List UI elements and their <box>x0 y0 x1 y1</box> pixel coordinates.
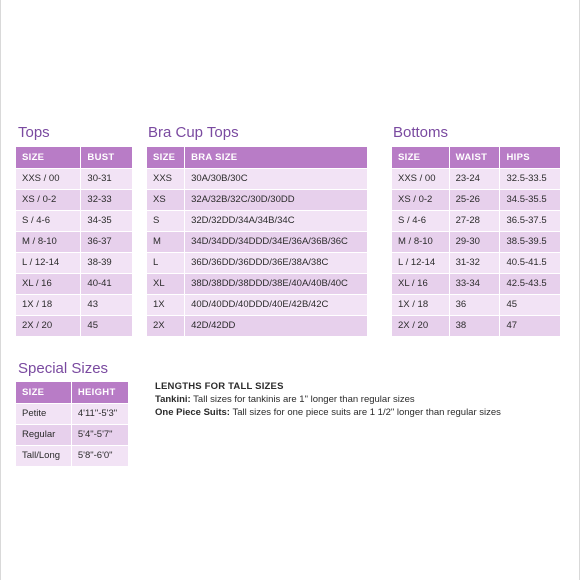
table-cell: 38 <box>450 316 501 336</box>
table-header-row <box>16 382 128 403</box>
table-cell: 45 <box>81 316 132 336</box>
special-sizes-table <box>16 381 128 467</box>
table-row <box>147 211 367 231</box>
table-cell: 1X / 18 <box>392 295 450 315</box>
table-header-row <box>147 147 367 168</box>
tops-table <box>16 146 132 337</box>
table-cell: 30A/30B/30C <box>185 169 367 189</box>
table-cell: 40-41 <box>81 274 132 294</box>
table-cell: XL / 16 <box>392 274 450 294</box>
table-row <box>16 274 132 294</box>
table-cell: 36-37 <box>81 232 132 252</box>
table-cell: M / 8-10 <box>392 232 450 252</box>
table-cell: 33-34 <box>450 274 501 294</box>
table-row <box>392 232 560 252</box>
table-row <box>392 316 560 336</box>
table-cell: 34-35 <box>81 211 132 231</box>
table-row <box>147 169 367 189</box>
table-cell: 40D/40DD/40DDD/40E/42B/42C <box>185 295 367 315</box>
table-cell: L <box>147 253 185 273</box>
tall-sizes-note <box>155 380 575 419</box>
table-cell: 32.5-33.5 <box>500 169 560 189</box>
table-row <box>392 253 560 273</box>
column-header: SIZE <box>16 382 72 403</box>
one-piece-text: Tall sizes for one piece suits are 1 1/2" longer than regular sizes <box>229 407 501 418</box>
table-cell: 42.5-43.5 <box>500 274 560 294</box>
table-cell: 38-39 <box>81 253 132 273</box>
table-cell: XL <box>147 274 185 294</box>
column-header: SIZE <box>392 147 450 168</box>
table-row <box>392 211 560 231</box>
one-piece-note <box>155 406 575 419</box>
table-row <box>16 316 132 336</box>
bra-cup-tops-table <box>147 146 367 337</box>
table-row <box>392 169 560 189</box>
table-cell: S <box>147 211 185 231</box>
table-cell: 27-28 <box>450 211 501 231</box>
table-row <box>392 295 560 315</box>
table-cell: 45 <box>500 295 560 315</box>
column-header: BRA SIZE <box>185 147 367 168</box>
table-cell: 25-26 <box>450 190 501 210</box>
table-cell: M / 8-10 <box>16 232 81 252</box>
table-cell: 34D/34DD/34DDD/34E/36A/36B/36C <box>185 232 367 252</box>
table-cell: 31-32 <box>450 253 501 273</box>
table-cell: 32-33 <box>81 190 132 210</box>
table-row <box>147 232 367 252</box>
table-row <box>392 190 560 210</box>
table-cell: 36D/36DD/36DDD/36E/38A/38C <box>185 253 367 273</box>
table-cell: XL / 16 <box>16 274 81 294</box>
table-row <box>16 295 132 315</box>
table-cell: 2X / 20 <box>392 316 450 336</box>
table-cell: XXS <box>147 169 185 189</box>
table-cell: 42D/42DD <box>185 316 367 336</box>
table-row <box>16 190 132 210</box>
table-cell: 32A/32B/32C/30D/30DD <box>185 190 367 210</box>
column-header: SIZE <box>16 147 81 168</box>
bottoms-table <box>392 146 560 337</box>
column-header: WAIST <box>450 147 501 168</box>
table-cell: 4'11"-5'3" <box>72 404 128 424</box>
table-cell: XXS / 00 <box>16 169 81 189</box>
table-cell: 2X <box>147 316 185 336</box>
column-header: HIPS <box>500 147 560 168</box>
table-cell: S / 4-6 <box>16 211 81 231</box>
table-cell: 30-31 <box>81 169 132 189</box>
table-row <box>16 425 128 445</box>
table-row <box>147 190 367 210</box>
table-cell: 38D/38DD/38DDD/38E/40A/40B/40C <box>185 274 367 294</box>
bottoms-title: Bottoms <box>393 124 449 141</box>
table-cell: XXS / 00 <box>392 169 450 189</box>
table-cell: L / 12-14 <box>16 253 81 273</box>
tankini-note <box>155 393 575 406</box>
table-cell: M <box>147 232 185 252</box>
table-header-row <box>392 147 560 168</box>
table-cell: XS <box>147 190 185 210</box>
table-row <box>147 295 367 315</box>
special-sizes-title: Special Sizes <box>18 360 109 377</box>
table-row <box>147 316 367 336</box>
table-cell: Tall/Long <box>16 446 72 466</box>
table-row <box>16 253 132 273</box>
table-cell: Petite <box>16 404 72 424</box>
table-cell: 29-30 <box>450 232 501 252</box>
column-header: BUST <box>81 147 132 168</box>
table-cell: XS / 0-2 <box>16 190 81 210</box>
tops-title: Tops <box>18 124 50 141</box>
table-row <box>16 232 132 252</box>
table-cell: 47 <box>500 316 560 336</box>
tankini-text: Tall sizes for tankinis are 1" longer than regular sizes <box>190 394 415 405</box>
table-cell: 36.5-37.5 <box>500 211 560 231</box>
table-cell: Regular <box>16 425 72 445</box>
table-cell: S / 4-6 <box>392 211 450 231</box>
table-row <box>392 274 560 294</box>
table-row <box>16 446 128 466</box>
table-row <box>147 253 367 273</box>
table-header-row <box>16 147 132 168</box>
table-cell: 5'8"-6'0" <box>72 446 128 466</box>
table-cell: 34.5-35.5 <box>500 190 560 210</box>
table-row <box>16 169 132 189</box>
table-cell: 32D/32DD/34A/34B/34C <box>185 211 367 231</box>
table-cell: 5'4"-5'7" <box>72 425 128 445</box>
one-piece-label: One Piece Suits: <box>155 407 230 418</box>
table-cell: XS / 0-2 <box>392 190 450 210</box>
table-row <box>147 274 367 294</box>
bra-cup-tops-title: Bra Cup Tops <box>148 124 239 141</box>
table-cell: 43 <box>81 295 132 315</box>
column-header: HEIGHT <box>72 382 128 403</box>
table-cell: 23-24 <box>450 169 501 189</box>
table-cell: 40.5-41.5 <box>500 253 560 273</box>
tall-sizes-heading: LENGTHS FOR TALL SIZES <box>155 381 284 392</box>
table-cell: 1X / 18 <box>16 295 81 315</box>
table-cell: L / 12-14 <box>392 253 450 273</box>
table-cell: 2X / 20 <box>16 316 81 336</box>
table-row <box>16 404 128 424</box>
tankini-label: Tankini: <box>155 394 191 405</box>
table-row <box>16 211 132 231</box>
table-cell: 1X <box>147 295 185 315</box>
table-cell: 38.5-39.5 <box>500 232 560 252</box>
table-cell: 36 <box>450 295 501 315</box>
column-header: SIZE <box>147 147 185 168</box>
